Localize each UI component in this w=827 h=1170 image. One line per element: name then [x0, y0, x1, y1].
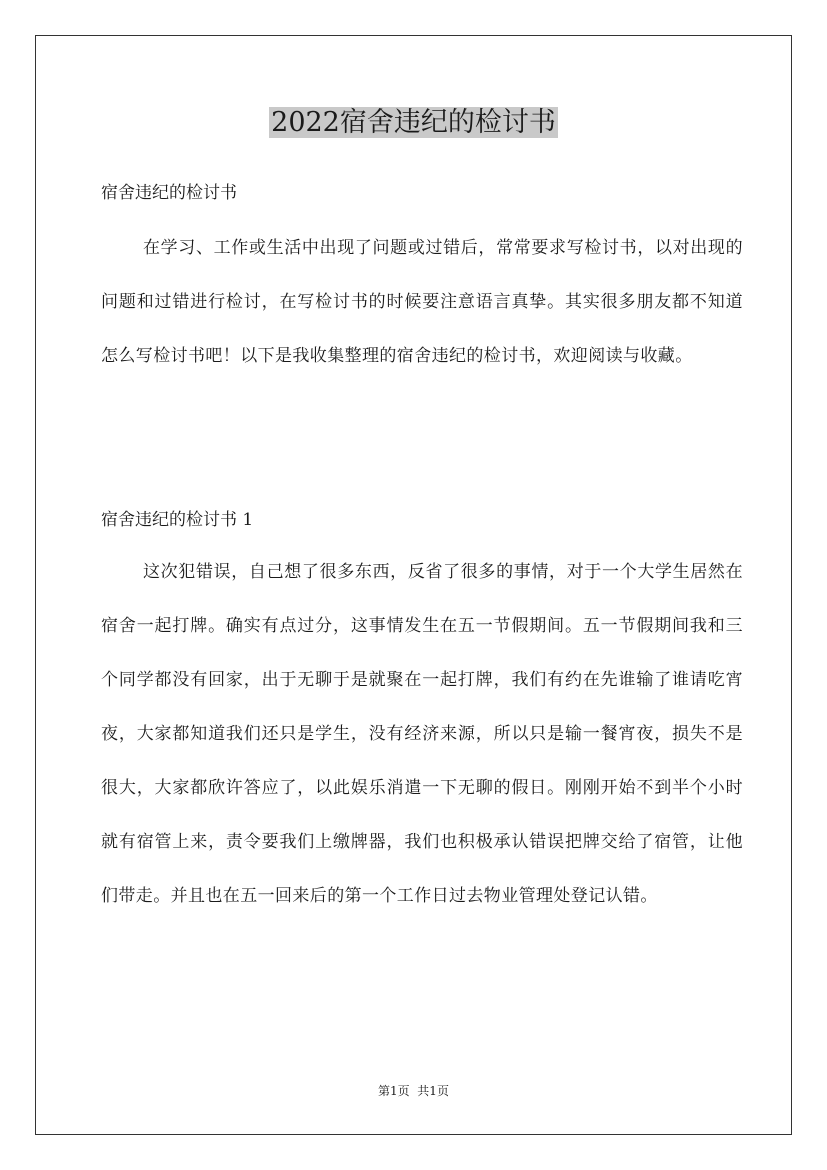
document-title	[0, 104, 827, 142]
body-paragraph: 这次犯错误，自己想了很多东西，反省了很多的事情，对于一个大学生居然在宿舍一起打牌。确实有点过分，这事情发生在五一节假期间。五一节假期间我和三个同学都没有回家，出于无聊于是就聚在一起打牌，我们有约在先谁输了谁请吃宵夜，大家都知道我们还只是学生，没有经济来源，所以只是输一餐宵夜，损失不是很大，大家都欣许答应了，以此娱乐消遣一下无聊的假日。刚刚开始不到半个小时就有宿管上来，责令要我们上缴牌器，我们也积极承认错误把牌交给了宿管，让他们带走。并且也在五一回来后的第一个工作日过去物业管理处登记认错。	[101, 562, 743, 906]
intro-paragraph: 在学习、工作或生活中出现了问题或过错后，常常要求写检讨书，以对出现的问题和过错进行检讨，在写检讨书的时候要注意语言真挚。其实很多朋友都不知道怎么写检讨书吧！以下是我收集整理的宿舍违纪的检讨书，欢迎阅读与收藏。	[101, 238, 743, 366]
section-heading: 宿舍违纪的检讨书	[101, 183, 237, 203]
section-heading-1: 宿舍违纪的检讨书 1	[101, 510, 254, 530]
page-number-footer: 第1页 共1页	[378, 1084, 449, 1098]
document-title-text: 2022宿舍违纪的检讨书	[271, 107, 556, 138]
